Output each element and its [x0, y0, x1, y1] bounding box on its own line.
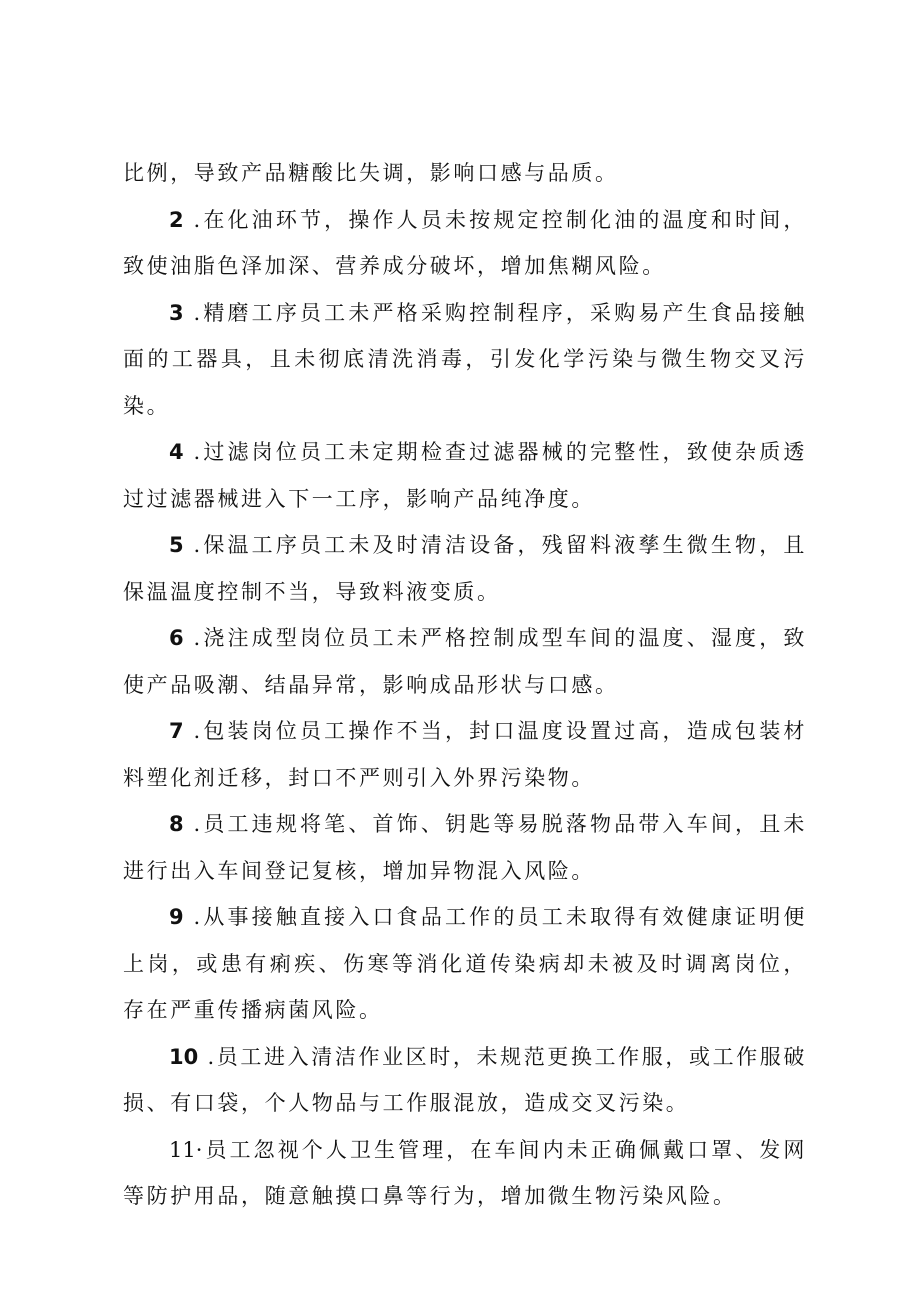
item-number: 3	[169, 300, 184, 325]
paragraph-item-9	[123, 894, 807, 1034]
item-number: 10	[169, 1044, 199, 1069]
paragraph-item-4	[123, 429, 807, 522]
item-number: 7	[169, 719, 184, 743]
paragraph-item-2	[123, 197, 807, 290]
paragraph-text: .包装岗位员工操作不当，封口温度设置过高，造成包装材料塑化剂迁移，封口不严则引入外界污染物。	[123, 719, 807, 790]
paragraph-text: ·员工忽视个人卫生管理，在车间内未正确佩戴口罩、发网等防护用品，随意触摸口鼻等行为，增加微生物污染风险。	[123, 1137, 807, 1208]
paragraph-text: 比例，导致产品糖酸比失调，影响口感与品质。	[123, 161, 619, 185]
document-body	[123, 150, 807, 1220]
paragraph-text: .在化油环节，操作人员未按规定控制化油的温度和时间，致使油脂色泽加深、营养成分破坏，增加焦糊风险。	[123, 207, 807, 278]
item-number: 11	[169, 1137, 196, 1162]
paragraph-item-6	[123, 615, 807, 708]
paragraph-item-3	[123, 290, 807, 430]
item-number: 2	[169, 207, 184, 232]
paragraph-text: .员工进入清洁作业区时，未规范更换工作服，或工作服破损、有口袋，个人物品与工作服混放，造成交叉污染。	[123, 1044, 807, 1115]
paragraph-text: .保温工序员工未及时清洁设备，残留料液孳生微生物，且保温温度控制不当，导致料液变质。	[123, 533, 807, 604]
item-number: 9	[169, 905, 184, 929]
item-number: 8	[169, 812, 184, 836]
paragraph-text: .精磨工序员工未严格采购控制程序，采购易产生食品接触面的工器具，且未彻底清洗消毒，引发化学污染与微生物交叉污染。	[123, 300, 807, 418]
paragraph-continuation	[123, 150, 807, 197]
paragraph-text: .浇注成型岗位员工未严格控制成型车间的温度、湿度，致使产品吸潮、结晶异常，影响成品形状与口感。	[123, 626, 807, 697]
paragraph-text: .过滤岗位员工未定期检查过滤器械的完整性，致使杂质透过过滤器械进入下一工序，影响产品纯净度。	[123, 440, 807, 511]
item-number: 6	[169, 626, 184, 650]
paragraph-item-11	[123, 1127, 807, 1220]
paragraph-item-8	[123, 801, 807, 894]
item-number: 5	[169, 533, 184, 557]
paragraph-text: .员工违规将笔、首饰、钥匙等易脱落物品带入车间，且未进行出入车间登记复核，增加异物混入风险。	[123, 812, 807, 883]
paragraph-item-5	[123, 522, 807, 615]
paragraph-item-10	[123, 1034, 807, 1127]
item-number: 4	[169, 440, 184, 464]
paragraph-item-7	[123, 708, 807, 801]
paragraph-text: .从事接触直接入口食品工作的员工未取得有效健康证明便上岗，或患有痢疾、伤寒等消化道传染病却未被及时调离岗位，存在严重传播病菌风险。	[123, 905, 807, 1022]
